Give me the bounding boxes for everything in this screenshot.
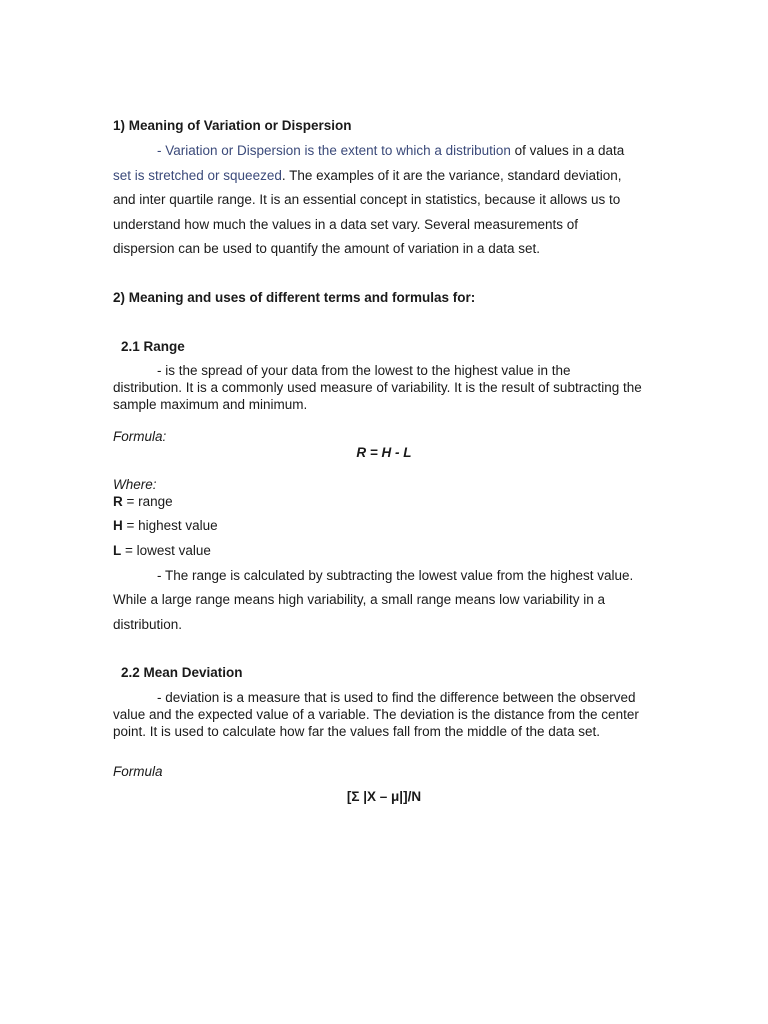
section1-para-line2 (113, 168, 622, 183)
range-def-h-text: = highest value (122, 518, 218, 533)
range-line3: sample maximum and minimum. (113, 397, 308, 412)
range-where-label: Where: (113, 477, 157, 492)
mean-deviation-heading: 2.2 Mean Deviation (121, 665, 243, 680)
section1-para-line3: and inter quartile range. It is an essential concept in statistics, because it allows us to (113, 192, 621, 207)
range-formula: R = H - L (356, 445, 412, 460)
section1-heading: 1) Meaning of Variation or Dispersion (113, 118, 352, 133)
range-note-line1: - The range is calculated by subtracting the lowest value from the highest value. (157, 568, 634, 583)
section1-para-line2-rest: . The examples of it are the variance, standard deviation, (281, 168, 622, 183)
mean-deviation-line2: value and the expected value of a variable. The deviation is the distance from the center (113, 707, 639, 722)
section1-para-line2-highlight: set is stretched or squeezed (113, 168, 282, 183)
range-heading: 2.1 Range (121, 339, 185, 354)
section1-para-lead: - Variation or Dispersion is the extent to which a distribution (157, 143, 511, 158)
range-def-r (113, 494, 173, 509)
mean-deviation-formula-label: Formula (113, 764, 163, 779)
range-def-l-text: = lowest value (121, 543, 211, 558)
section1-para-line1 (113, 143, 624, 158)
mean-deviation-formula: [Σ |X – μ|]/N (346, 789, 422, 804)
section1-para-line5: dispersion can be used to quantify the amount of variation in a data set. (113, 241, 541, 256)
range-def-r-symbol: R (113, 494, 123, 509)
range-def-l (113, 543, 211, 558)
range-note-line3: distribution. (113, 617, 183, 632)
range-line1: - is the spread of your data from the lowest to the highest value in the (157, 363, 571, 378)
range-def-h-symbol: H (113, 518, 123, 533)
mean-deviation-line3: point. It is used to calculate how far the values fall from the middle of the data set. (113, 724, 601, 739)
section2-heading: 2) Meaning and uses of different terms and formulas for: (113, 290, 476, 305)
section1-para-line1-rest: of values in a data (510, 143, 625, 158)
range-def-h (113, 518, 218, 533)
range-formula-label: Formula: (113, 429, 167, 444)
range-def-r-text: = range (122, 494, 173, 509)
range-note-line2: While a large range means high variability, a small range means low variability in a (113, 592, 605, 607)
mean-deviation-line1: - deviation is a measure that is used to find the difference between the observed (157, 690, 636, 705)
range-def-l-symbol: L (113, 543, 122, 558)
section1-para-line4: understand how much the values in a data set vary. Several measurements of (113, 217, 578, 232)
range-line2: distribution. It is a commonly used measure of variability. It is the result of subtracting the (113, 380, 642, 395)
